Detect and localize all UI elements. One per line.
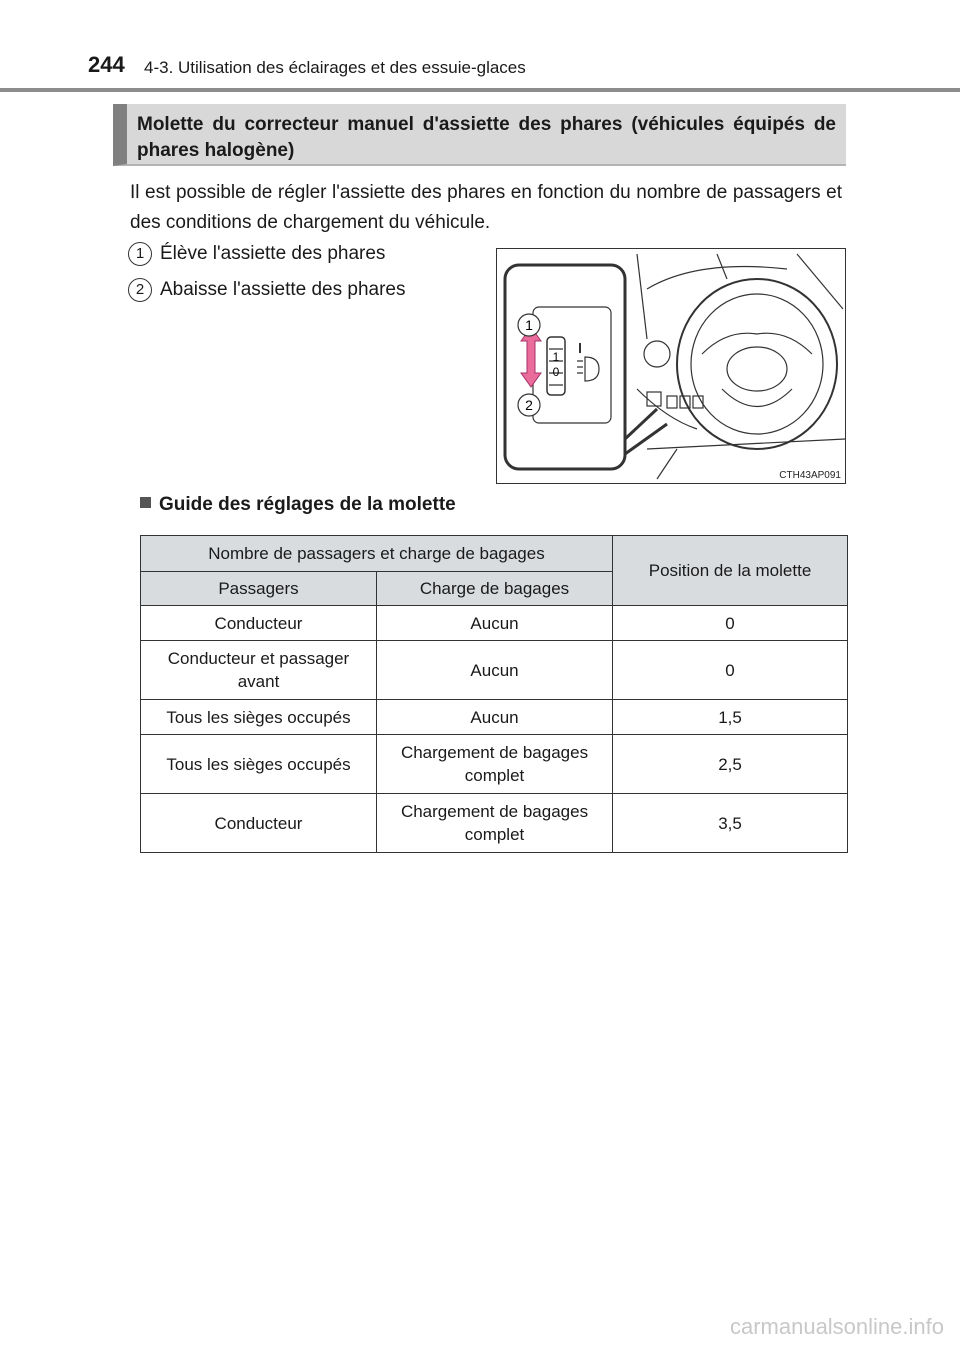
- section-box: [113, 104, 846, 166]
- charge-cell: Aucun: [377, 700, 613, 735]
- position-header: Position de la molette: [613, 536, 848, 606]
- passagers-cell: Tous les sièges occupés: [141, 700, 377, 735]
- table-row: [141, 700, 848, 735]
- subheading: [140, 494, 456, 516]
- position-cell: 1,5: [613, 700, 848, 735]
- position-cell: 2,5: [613, 735, 848, 794]
- dial-mark-bottom: 0: [552, 365, 560, 379]
- item-label: Abaisse l'assiette des phares: [160, 279, 406, 300]
- callout-2-label: 2: [525, 397, 533, 413]
- table-row: [141, 641, 848, 700]
- position-cell: 0: [613, 641, 848, 700]
- charge-cell: Aucun: [377, 606, 613, 641]
- table-row: [141, 606, 848, 641]
- subheading-text: Guide des réglages de la molette: [159, 494, 456, 515]
- dashboard-illustration: [496, 248, 846, 484]
- position-cell: 0: [613, 606, 848, 641]
- charge-cell: Chargement de bagages complet: [377, 735, 613, 794]
- passagers-cell: Tous les sièges occupés: [141, 735, 377, 794]
- section-path: 4-3. Utilisation des éclairages et des essuie-glaces: [144, 58, 526, 77]
- item-number-icon: 2: [128, 278, 152, 302]
- passagers-cell: Conducteur: [141, 606, 377, 641]
- list-item-raise: [128, 242, 385, 266]
- figure-code: CTH43AP091: [779, 470, 841, 481]
- table-header-row: [141, 536, 848, 572]
- group-header: Nombre de passagers et charge de bagages: [141, 536, 613, 572]
- table-row: [141, 735, 848, 794]
- callout-1-label: 1: [525, 317, 533, 333]
- dashboard-drawing: [497, 249, 845, 483]
- section-title: Molette du correcteur manuel d'assiette des phares (véhicules équipés de phares halogène): [137, 114, 836, 161]
- item-label: Élève l'assiette des phares: [160, 243, 386, 264]
- passagers-cell: Conducteur et passager avant: [141, 641, 377, 700]
- item-number-icon: 1: [128, 242, 152, 266]
- charge-cell: Aucun: [377, 641, 613, 700]
- passagers-header: Passagers: [141, 572, 377, 606]
- dial-mark-top: 1: [552, 350, 560, 364]
- intro-paragraph: Il est possible de régler l'assiette des phares en fonction du nombre de passagers et des conditions de chargement du véhicule.: [130, 182, 842, 233]
- bullet-square-icon: [140, 497, 151, 508]
- settings-table: [140, 535, 848, 853]
- position-cell: 3,5: [613, 794, 848, 853]
- list-item-lower: [128, 278, 406, 302]
- charge-header: Charge de bagages: [377, 572, 613, 606]
- passagers-cell: Conducteur: [141, 794, 377, 853]
- header-rule: [0, 88, 960, 92]
- page-number: 244: [88, 52, 125, 77]
- watermark: carmanualsonline.info: [729, 1314, 944, 1339]
- charge-cell: Chargement de bagages complet: [377, 794, 613, 853]
- table-row: [141, 794, 848, 853]
